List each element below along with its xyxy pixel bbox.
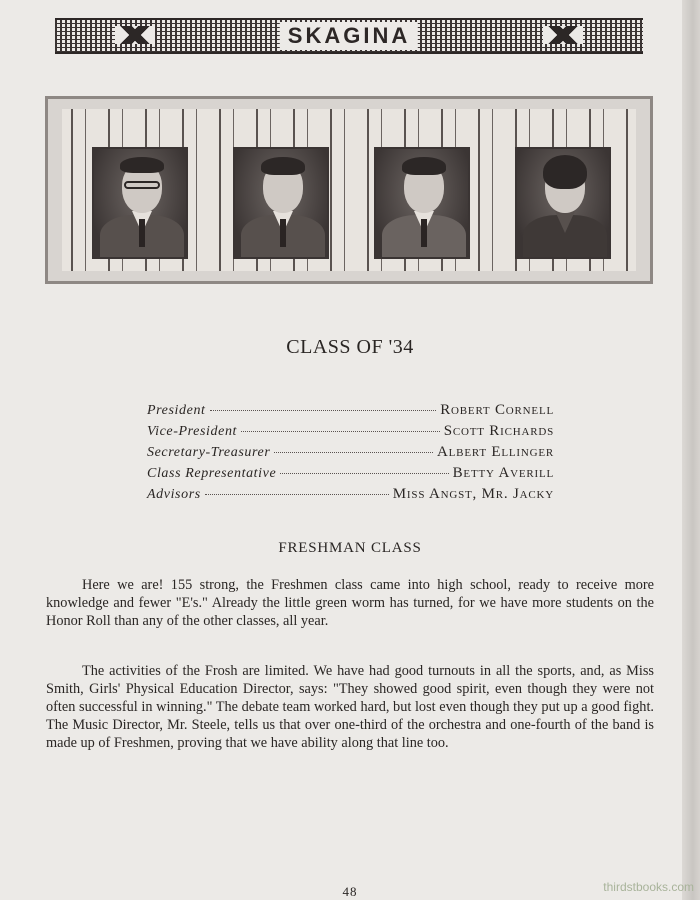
leader-dots (205, 494, 389, 495)
glasses (124, 181, 160, 189)
officer-row (147, 400, 554, 421)
officer-row (147, 421, 554, 442)
masthead-title: SKAGINA (280, 22, 418, 50)
officer-row (147, 484, 554, 505)
body-paragraph-2: The activities of the Frosh are limited. We have had good turnouts in all the sports, and, as Miss Smith, Girls' Physical Education Director, says: "They showed good spirit, even though they were not often successful in winning." The debate team worked hard, but lost even though they put up a good fight. The Music Director, Mr. Steele, tells us that over one-third of the orchestra and one-fourth of the band is made up of Freshmen, proving that we have ability along that line too. (46, 663, 654, 751)
leader-dots (241, 431, 440, 432)
masthead-ornament-right (543, 26, 583, 44)
officer-role: Advisors (147, 487, 201, 502)
section-heading: FRESHMAN CLASS (278, 540, 422, 556)
officer-role: Secretary-Treasurer (147, 445, 271, 460)
officer-name: Robert Cornell (440, 402, 554, 418)
masthead-banner (55, 18, 643, 54)
watermark: thirdstbooks.com (603, 880, 694, 894)
masthead-ornament-left (115, 26, 155, 44)
officer-role: President (147, 403, 206, 418)
officer-name: Miss Angst, Mr. Jacky (392, 486, 554, 502)
officer-name: Betty Averill (452, 465, 554, 481)
portrait-1 (92, 147, 188, 259)
portrait-2 (233, 147, 329, 259)
portrait-3 (374, 147, 470, 259)
photo-panel (45, 96, 653, 284)
officer-row (147, 463, 554, 484)
leader-dots (280, 473, 448, 474)
officer-role: Class Representative (147, 466, 277, 481)
body-paragraph-1: Here we are! 155 strong, the Freshmen class came into high school, ready to receive more knowledge and fewer "E's." Already the little green worm has turned, for we have more students on the Honor Roll than any of the other classes, all year. (46, 577, 654, 629)
officer-role: Vice-President (147, 424, 238, 439)
leader-dots (274, 452, 433, 453)
officers-list (147, 400, 554, 505)
officer-name: Scott Richards (443, 423, 554, 439)
birch-bark-background (62, 109, 636, 271)
portrait-4 (515, 147, 611, 259)
officer-row (147, 442, 554, 463)
leader-dots (210, 410, 437, 411)
officer-name: Albert Ellinger (437, 444, 554, 460)
page-number: 48 (342, 884, 358, 899)
class-title: CLASS OF '34 (286, 336, 414, 358)
page-edge (682, 0, 700, 900)
